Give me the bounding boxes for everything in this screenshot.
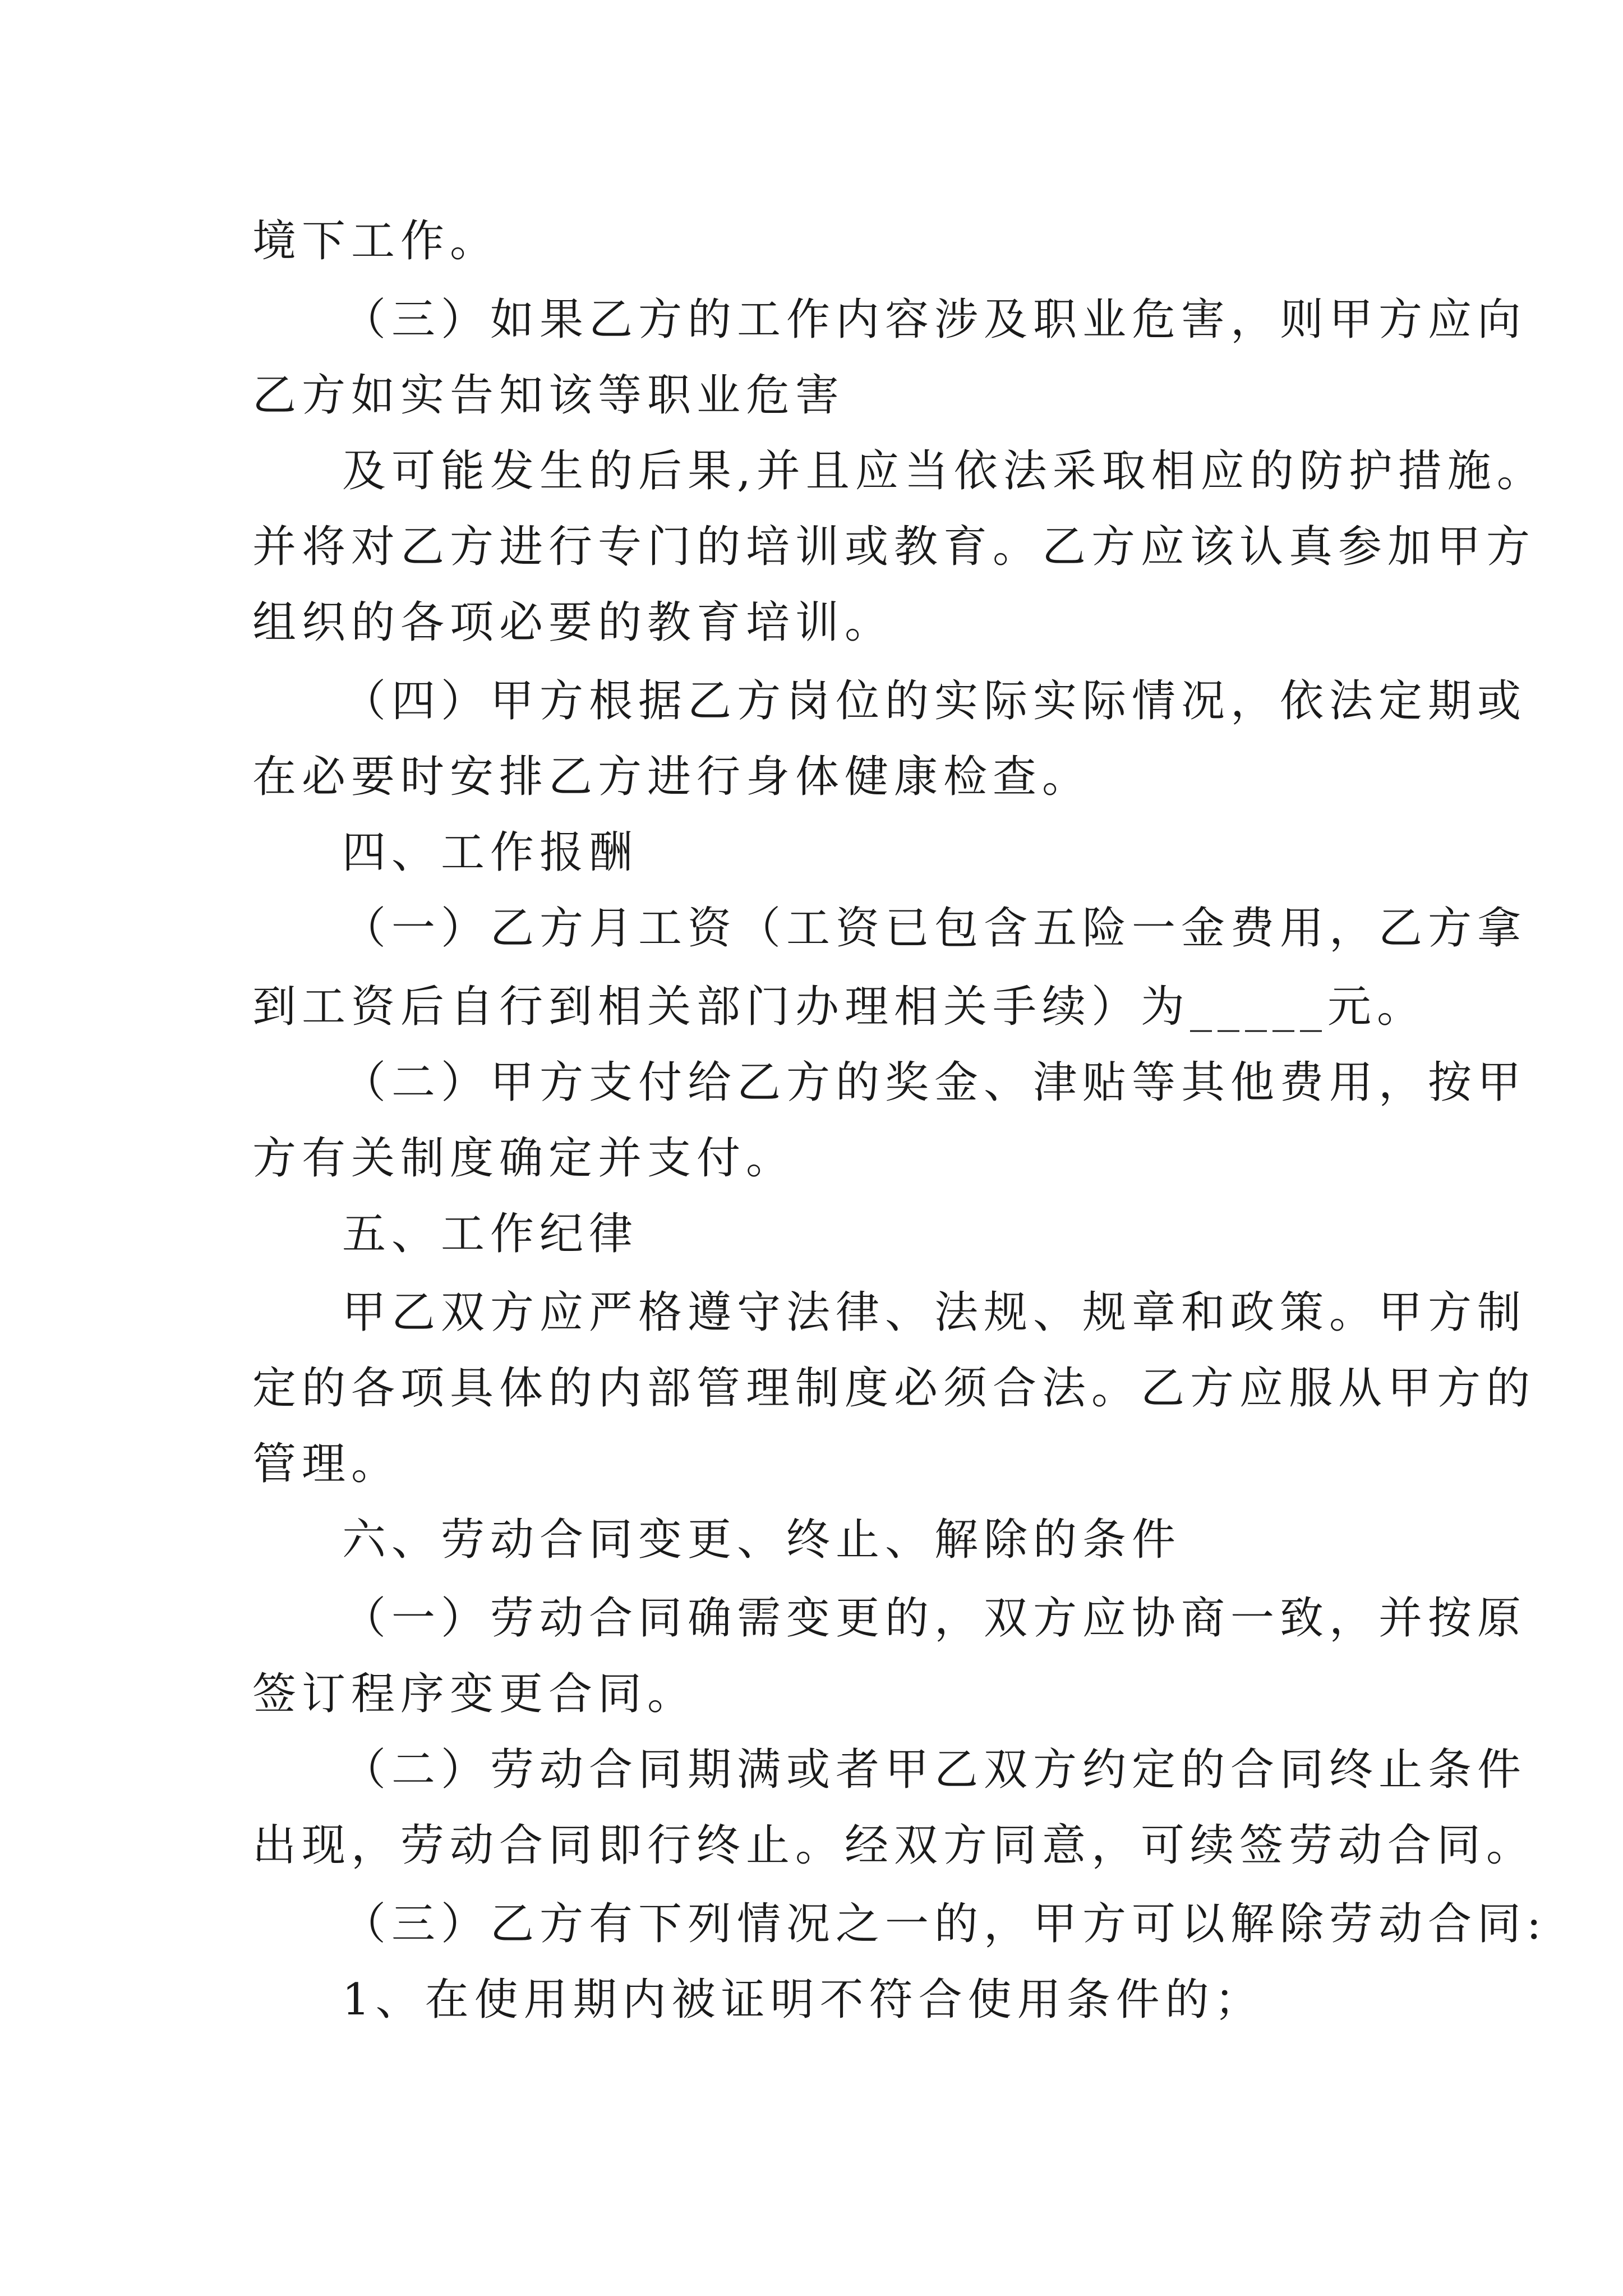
text-line-4: 及可能发生的后果,并且应当依法采取相应的防护措施。 (342, 446, 1546, 496)
text-line-15: 甲乙双方应严格遵守法律、法规、规章和政策。甲方制 (342, 1287, 1527, 1338)
text-line-6: 组织的各项必要的教育培训。 (252, 597, 895, 648)
text-line-24: 1、在使用期内被证明不符合使用条件的； (342, 1975, 1264, 2025)
text-line-5: 并将对乙方进行专门的培训或教育。乙方应该认真参加甲方 (252, 522, 1536, 572)
text-line-17: 管理。 (252, 1439, 401, 1489)
text-line-11: 到工资后自行到相关部门办理相关手续）为_____元。 (252, 982, 1427, 1032)
text-line-10: （一）乙方月工资（工资已包含五险一金费用，乙方拿 (342, 903, 1527, 954)
text-line-12: （二）甲方支付给乙方的奖金、津贴等其他费用，按甲 (342, 1057, 1527, 1108)
section-heading-5: 五、工作纪律 (342, 1209, 639, 1259)
text-line-3: 乙方如实告知该等职业危害 (252, 370, 845, 421)
text-line-8: 在必要时安排乙方进行身体健康检查。 (252, 752, 1092, 802)
text-line-13: 方有关制度确定并支付。 (252, 1133, 796, 1184)
section-heading-4: 四、工作报酬 (342, 827, 639, 878)
text-line-16: 定的各项具体的内部管理制度必须合法。乙方应服从甲方的 (252, 1363, 1536, 1414)
text-line-20: 签订程序变更合同。 (252, 1669, 697, 1719)
text-line-2: （三）如果乙方的工作内容涉及职业危害，则甲方应向 (342, 295, 1527, 345)
text-line-1: 境下工作。 (252, 216, 500, 266)
text-line-7: （四）甲方根据乙方岗位的实际实际情况，依法定期或 (342, 676, 1527, 726)
text-line-22: 出现，劳动合同即行终止。经双方同意，可续签劳动合同。 (252, 1820, 1536, 1871)
section-heading-6: 六、劳动合同变更、终止、解除的条件 (342, 1515, 1182, 1565)
text-line-21: （二）劳动合同期满或者甲乙双方约定的合同终止条件 (342, 1745, 1527, 1795)
text-line-19: （一）劳动合同确需变更的，双方应协商一致，并按原 (342, 1593, 1527, 1644)
text-line-23: （三）乙方有下列情况之一的，甲方可以解除劳动合同: (342, 1899, 1547, 1949)
